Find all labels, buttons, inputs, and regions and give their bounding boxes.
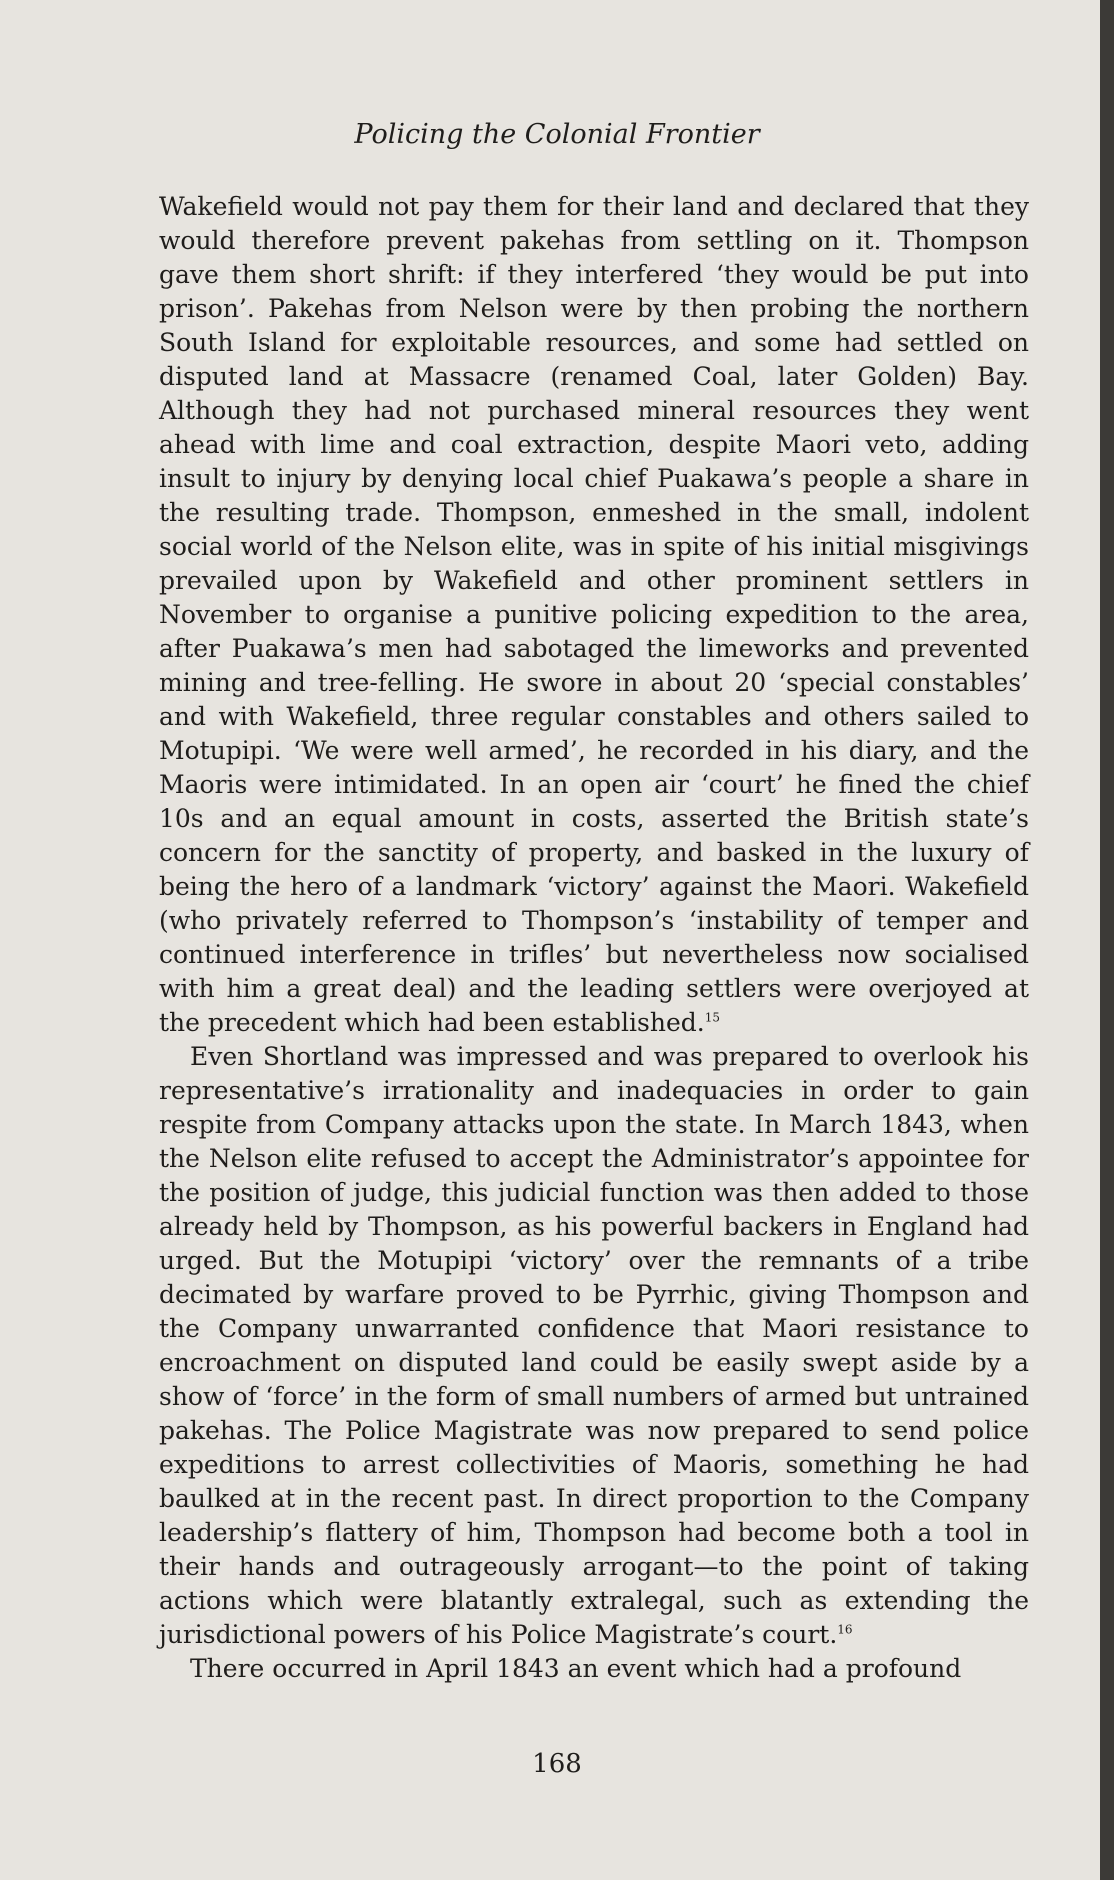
paragraph-1 — [159, 190, 1029, 1040]
body-text — [159, 190, 1029, 1686]
paragraph-1-text: Wakefield would not pay them for their land and declared that they would therefore prevent pakehas from settling on it. Thompson gave them short shrift: if they interfered ‘they would be put into prison’. Pakehas from Nelson were by then probing the northern South Island for exploitable resources, and some had settled on disputed land at Massacre (renamed Coal, later Golden) Bay. Although they had not purchased mineral resources they went ahead with lime and coal extraction, despite Maori veto, adding insult to injury by denying local chief Puakawa’s people a share in the resulting trade. Thompson, enmeshed in the small, indolent social world of the Nelson elite, was in spite of his initial misgivings prevailed upon by Wakefield and other prominent settlers in November to organise a punitive policing expedition to the area, after Puakawa’s men had sabotaged the limeworks and prevented mining and tree-felling. He swore in about 20 ‘special constables’ and with Wakefield, three regular constables and others sailed to Motupipi. ‘We were well armed’, he recorded in his diary, and the Maoris were intimidated. In an open air ‘court’ he fined the chief 10s and an equal amount in costs, asserted the British state’s concern for the sanctity of property, and basked in the luxury of being the hero of a landmark ‘victory’ against the Maori. Wakefield (who privately referred to Thompson’s ‘instability of temper and continued interference in trifles’ but nevertheless now socialised with him a great deal) and the leading settlers were overjoyed at the precedent which had been established. — [159, 192, 1029, 1037]
paragraph-2 — [159, 1040, 1029, 1652]
paragraph-3 — [159, 1652, 1029, 1686]
footnote-marker-15: 15 — [704, 1010, 720, 1025]
page-edge — [1100, 0, 1114, 1880]
running-head: Policing the Colonial Frontier — [354, 119, 760, 150]
footnote-marker-16: 16 — [837, 1622, 853, 1637]
page-number: 168 — [532, 1749, 582, 1779]
paragraph-3-text: There occurred in April 1843 an event which had a profound — [190, 1654, 962, 1683]
paragraph-2-text: Even Shortland was impressed and was prepared to overlook his representative’s irrationality and inadequacies in order to gain respite from Company attacks upon the state. In March 1843, when the Nelson elite refused to accept the Administrator’s appointee for the position of judge, this judicial function was then added to those already held by Thompson, as his powerful backers in England had urged. But the Motupipi ‘victory’ over the remnants of a tribe decimated by warfare proved to be Pyrrhic, giving Thompson and the Company unwarranted confidence that Maori resistance to encroachment on disputed land could be easily swept aside by a show of ‘force’ in the form of small numbers of armed but untrained pakehas. The Police Magistrate was now prepared to send police expeditions to arrest collectivities of Maoris, something he had baulked at in the recent past. In direct proportion to the Company leadership’s flattery of him, Thompson had become both a tool in their hands and outrageously arrogant—to the point of taking actions which were blatantly extralegal, such as extending the jurisdictional powers of his Police Magistrate’s court. — [159, 1042, 1029, 1649]
